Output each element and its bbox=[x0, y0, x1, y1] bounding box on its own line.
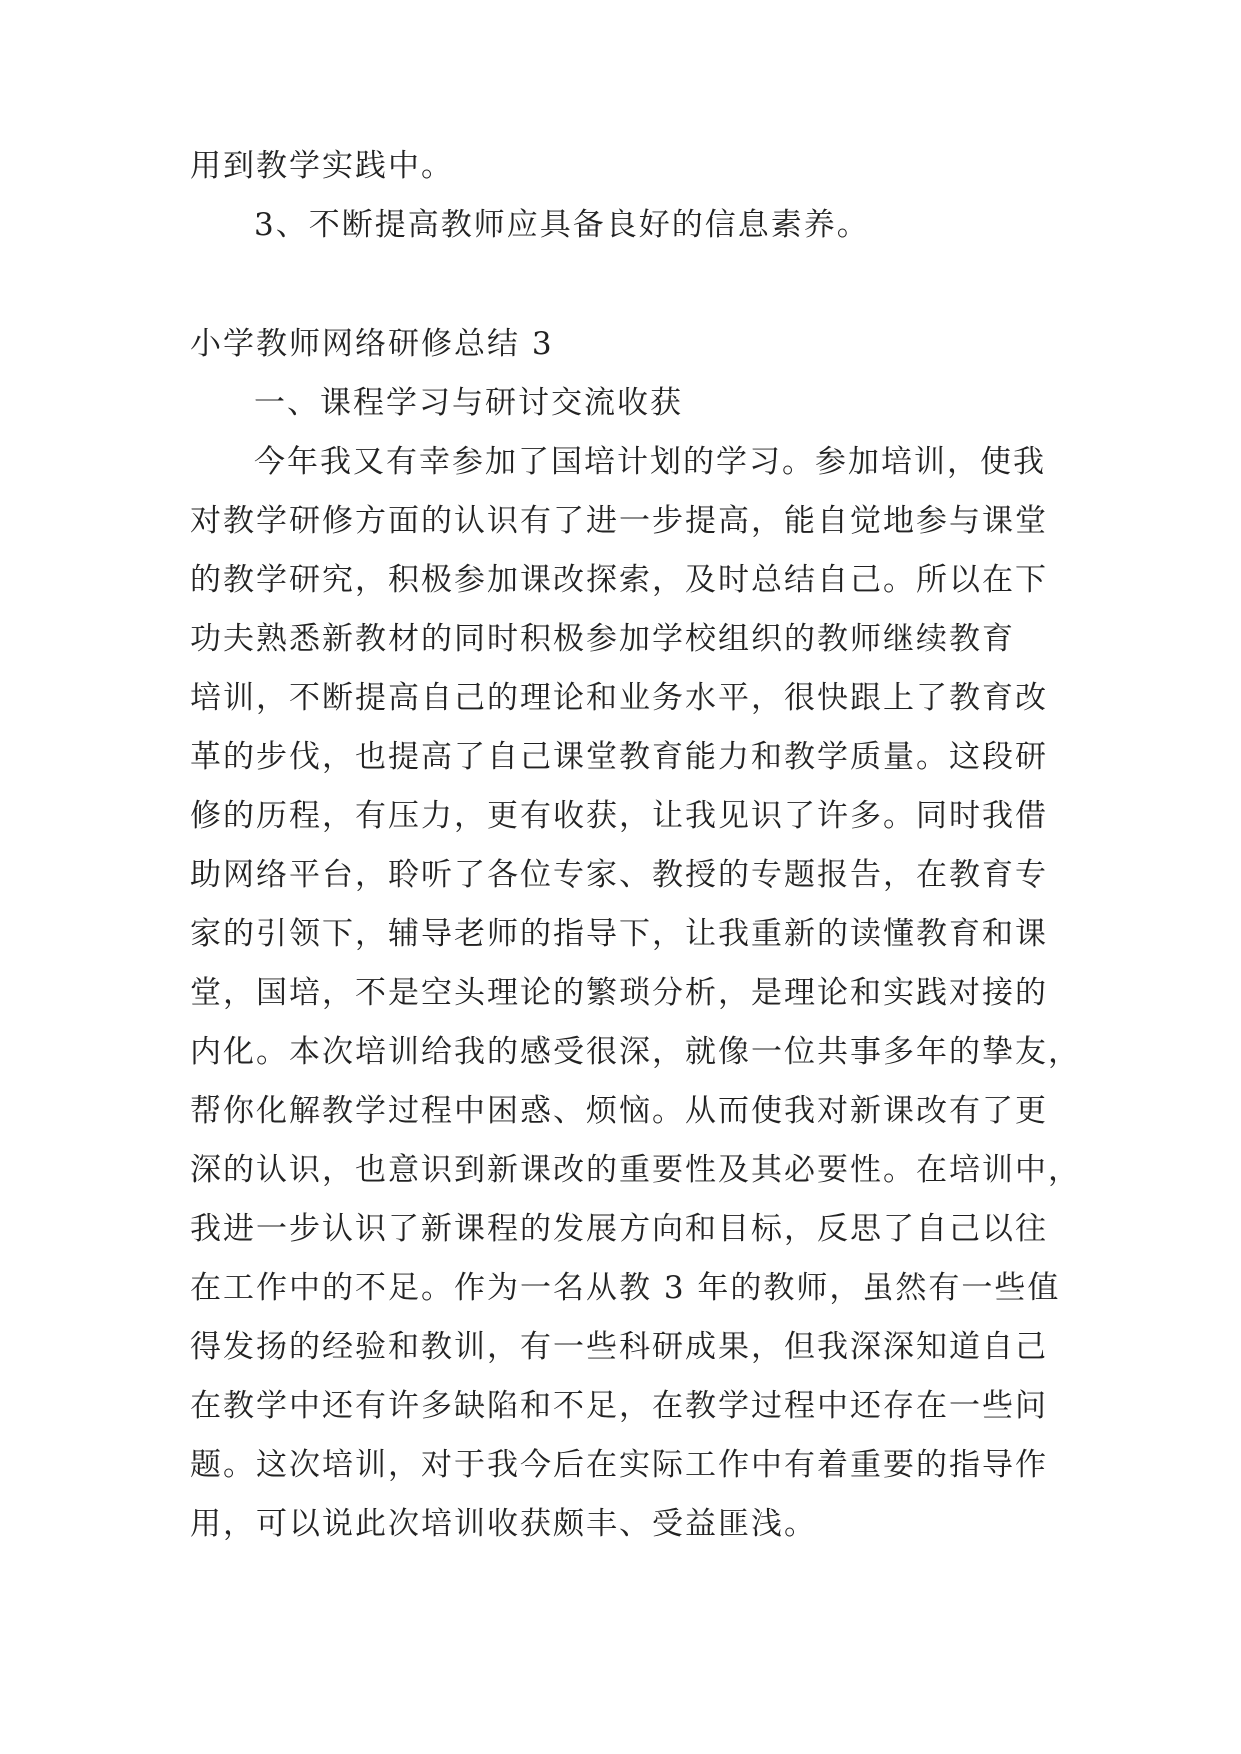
paragraph-line: 家的引领下，辅导老师的指导下，让我重新的读懂教育和课 bbox=[190, 916, 1048, 952]
paragraph-line: 修的历程，有压力，更有收获，让我见识了许多。同时我借 bbox=[190, 798, 1048, 834]
paragraph bbox=[190, 433, 1081, 1554]
paragraph-line: 帮你化解教学过程中困惑、烦恼。从而使我对新课改有了更 bbox=[190, 1093, 1048, 1129]
paragraph-line: 我进一步认识了新课程的发展方向和目标，反思了自己以往 bbox=[190, 1211, 1048, 1247]
paragraph-line: 助网络平台，聆听了各位专家、教授的专题报告，在教育专 bbox=[190, 857, 1048, 893]
paragraph-line: 在工作中的不足。作为一名从教 3 年的教师，虽然有一些值 bbox=[190, 1270, 1061, 1306]
section-subheading: 一、课程学习与研讨交流收获 bbox=[254, 385, 683, 421]
paragraph-line: 革的步伐，也提高了自己课堂教育能力和教学质量。这段研 bbox=[190, 739, 1048, 775]
paragraph-line: 深的认识，也意识到新课改的重要性及其必要性。在培训中， bbox=[190, 1152, 1081, 1188]
paragraph-line: 对教学研修方面的认识有了进一步提高，能自觉地参与课堂 bbox=[190, 503, 1048, 539]
section-heading: 小学教师网络研修总结 3 bbox=[190, 326, 554, 362]
section-gap bbox=[190, 255, 1060, 315]
paragraph-line: 得发扬的经验和教训，有一些科研成果，但我深深知道自己 bbox=[190, 1329, 1048, 1365]
paragraph-line: 在教学中还有许多缺陷和不足，在教学过程中还存在一些问 bbox=[190, 1388, 1048, 1424]
paragraph-line: 内化。本次培训给我的感受很深，就像一位共事多年的挚友， bbox=[190, 1034, 1081, 1070]
text-line: 用到教学实践中。 bbox=[190, 148, 454, 184]
list-item: 3、不断提高教师应具备良好的信息素养。 bbox=[254, 207, 870, 243]
paragraph-line: 今年我又有幸参加了国培计划的学习。参加培训，使我 bbox=[254, 444, 1046, 480]
paragraph-line: 用，可以说此次培训收获颇丰、受益匪浅。 bbox=[190, 1506, 817, 1542]
paragraph-line: 堂，国培，不是空头理论的繁琐分析，是理论和实践对接的 bbox=[190, 975, 1048, 1011]
document-body bbox=[190, 137, 1081, 1554]
paragraph-line: 功夫熟悉新教材的同时积极参加学校组织的教师继续教育 bbox=[190, 621, 1015, 657]
paragraph-line: 题。这次培训，对于我今后在实际工作中有着重要的指导作 bbox=[190, 1447, 1048, 1483]
paragraph-line: 培训，不断提高自己的理论和业务水平，很快跟上了教育改 bbox=[190, 680, 1048, 716]
paragraph-line: 的教学研究，积极参加课改探索，及时总结自己。所以在下 bbox=[190, 562, 1048, 598]
